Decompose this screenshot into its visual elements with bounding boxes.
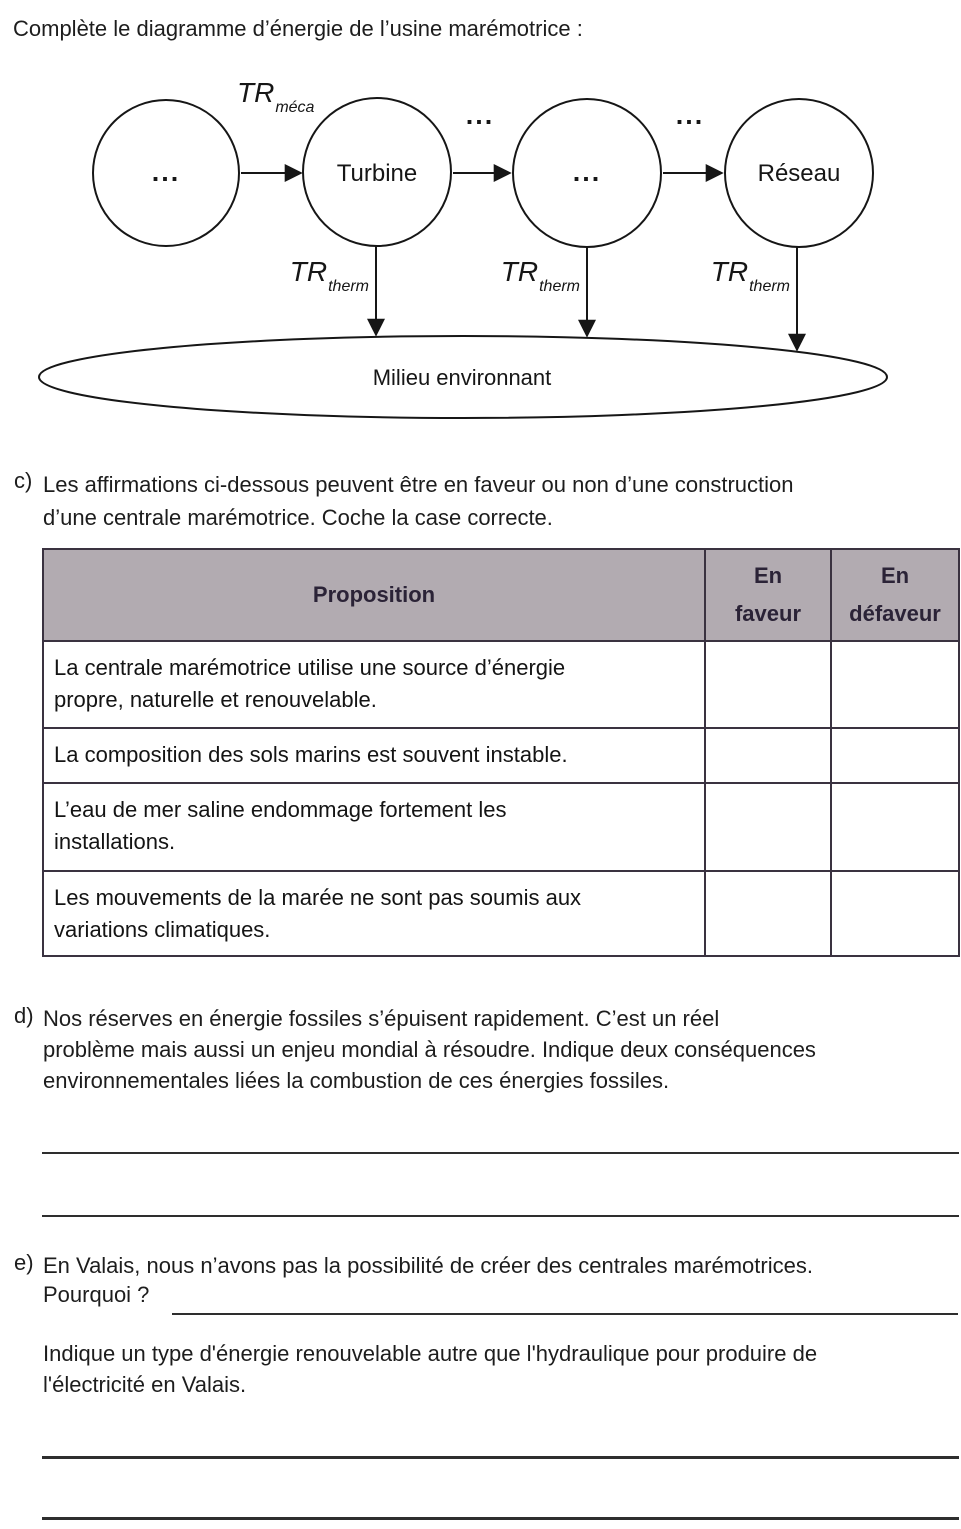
node-reseau-label: Réseau — [757, 160, 841, 187]
against-checkbox-cell-4[interactable] — [831, 871, 959, 956]
proposition-text: Les mouvements de la marée ne sont pas soumis aux — [54, 885, 582, 910]
question-e-intro: En Valais, nous n’avons pas la possibilité de créer des centrales marémotrices. — [43, 1253, 813, 1278]
page-title: Complète le diagramme d’énergie de l’usine marémotrice : — [13, 16, 583, 41]
node-source-placeholder[interactable]: ... — [151, 157, 181, 187]
favor-checkbox-cell-3[interactable] — [705, 783, 831, 871]
question-d-text-line: environnementales liées la combustion de ces énergies fossiles. — [43, 1068, 670, 1093]
answer-line-d-1[interactable] — [42, 1152, 959, 1154]
environment-label: Milieu environnant — [372, 365, 552, 390]
table-row — [43, 641, 959, 728]
proposition-text: L’eau de mer saline endommage fortement les — [54, 797, 507, 822]
favor-checkbox-cell-1[interactable] — [705, 641, 831, 728]
question-d — [14, 1003, 816, 1096]
question-e-label: e) — [14, 1250, 34, 1275]
question-d-text-line: Nos réserves en énergie fossiles s’épuisent rapidement. C’est un réel — [43, 1006, 720, 1031]
answer-line-d-2[interactable] — [42, 1215, 959, 1217]
question-c — [14, 468, 794, 534]
proposition-cell-2 — [43, 728, 705, 783]
table-row — [43, 871, 959, 956]
proposition-cell-1 — [43, 641, 705, 728]
column-header-en-defaveur — [831, 549, 959, 641]
header-en-faveur-line: En — [753, 563, 783, 588]
header-en-defaveur-line: En — [880, 563, 910, 588]
against-checkbox-cell-1[interactable] — [831, 641, 959, 728]
proposition-text: variations climatiques. — [54, 917, 271, 942]
question-c-text-line: d’une centrale marémotrice. Coche la case correcte. — [43, 505, 553, 530]
header-en-defaveur-line: défaveur — [849, 601, 941, 626]
question-e-followup — [14, 1338, 817, 1400]
proposition-cell-4 — [43, 871, 705, 956]
question-d-text-line: problème mais aussi un enjeu mondial à résoudre. Indique deux conséquences — [43, 1037, 816, 1062]
column-header-proposition: Proposition — [43, 549, 705, 641]
energy-diagram — [0, 0, 961, 432]
tr-therm-label-3: TRtherm — [710, 256, 790, 295]
column-header-en-faveur — [705, 549, 831, 641]
favor-checkbox-cell-2[interactable] — [705, 728, 831, 783]
proposition-text: La composition des sols marins est souvent instable. — [54, 742, 568, 767]
proposition-text: installations. — [54, 829, 176, 854]
proposition-text: propre, naturelle et renouvelable. — [54, 687, 377, 712]
table-row — [43, 783, 959, 871]
question-e — [14, 1250, 813, 1281]
arrow-label-placeholder-2[interactable]: ... — [675, 100, 705, 130]
header-en-faveur-line: faveur — [734, 601, 802, 626]
tr-meca-label: TRméca — [237, 77, 315, 116]
question-c-text-line: Les affirmations ci-dessous peuvent être en faveur ou non d’une construction — [43, 472, 794, 497]
node-turbine-label: Turbine — [336, 160, 418, 187]
question-e-followup-line: Indique un type d'énergie renouvelable autre que l'hydraulique pour produire de — [43, 1341, 818, 1366]
arrow-label-placeholder-1[interactable]: ... — [465, 100, 495, 130]
against-checkbox-cell-2[interactable] — [831, 728, 959, 783]
tr-therm-label-1: TRtherm — [289, 256, 369, 295]
question-d-label: d) — [14, 1003, 34, 1028]
proposition-text: La centrale marémotrice utilise une source d’énergie — [54, 655, 566, 680]
against-checkbox-cell-3[interactable] — [831, 783, 959, 871]
answer-line-e-1[interactable] — [42, 1456, 959, 1459]
question-e-followup-line: l'électricité en Valais. — [43, 1372, 247, 1397]
node-blank-placeholder[interactable]: ... — [572, 157, 602, 187]
table-row — [43, 728, 959, 783]
question-e-pourquoi: Pourquoi ? — [43, 1282, 150, 1307]
proposition-table — [42, 548, 960, 957]
answer-line-e-pourquoi[interactable] — [172, 1313, 958, 1315]
answer-line-e-2[interactable] — [42, 1517, 959, 1520]
question-c-label: c) — [14, 468, 33, 493]
favor-checkbox-cell-4[interactable] — [705, 871, 831, 956]
tr-therm-label-2: TRtherm — [500, 256, 580, 295]
proposition-cell-3 — [43, 783, 705, 871]
